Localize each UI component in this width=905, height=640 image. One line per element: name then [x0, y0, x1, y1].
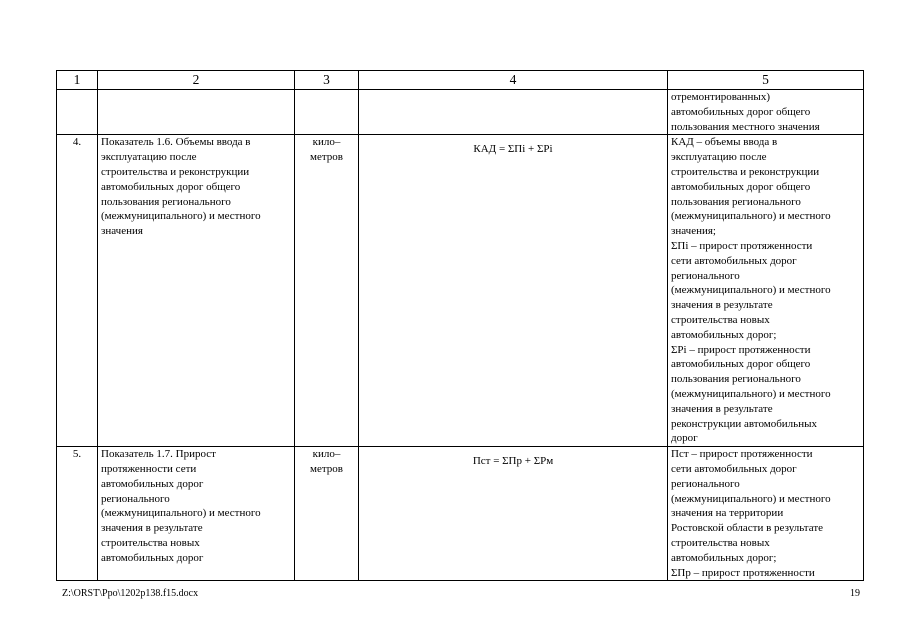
formula-description: КАД – объемы ввода в эксплуатацию после строительства и реконструкции автомобильных дорог общего пользования регионального (межмуниципального) и местного значения; ΣПі – прирост протяженности сети автомобильных дорог регионального (межмуниципального) и местного значения в результате строительства новых автомобильных дорог; ΣРі – прирост протяженности автомобильных дорог общего пользования регионального (межмуниципального) и местного значения в результате реконструкции автомобильных дорог: [668, 135, 864, 447]
header-col-1: 1: [57, 71, 98, 90]
unit-of-measure: кило– метров: [295, 447, 359, 581]
formula-description: Пст – прирост протяженности сети автомобильных дорог регионального (межмуниципального) и местного значения на территории Ростовской области в результате строительства новых автомобильных дорог; ΣПр – прирост протяженности: [668, 447, 864, 581]
formula: Пст = ΣПр + ΣРм: [359, 447, 668, 581]
cont-unit-cell: [295, 90, 359, 135]
header-col-5: 5: [668, 71, 864, 90]
cont-description-cell: отремонтированных) автомобильных дорог общего пользования местного значения: [668, 90, 864, 135]
cont-indicator-cell: [98, 90, 295, 135]
page-number: 19: [850, 588, 860, 599]
continuation-row: [57, 90, 864, 135]
header-col-3: 3: [295, 71, 359, 90]
row-number: 4.: [57, 135, 98, 447]
formula: КАД = ΣПі + ΣРі: [359, 135, 668, 447]
row-number: 5.: [57, 447, 98, 581]
indicators-table: [56, 70, 864, 581]
unit-of-measure: кило– метров: [295, 135, 359, 447]
cont-formula-cell: [359, 90, 668, 135]
footer-file-path: Z:\ORST\Ppo\1202p138.f15.docx: [62, 588, 199, 599]
indicator-name: Показатель 1.7. Прирост протяженности сети автомобильных дорог регионального (межмуниципального) и местного значения в результате строительства новых автомобильных дорог: [98, 447, 295, 581]
table-row: [57, 447, 864, 581]
header-col-2: 2: [98, 71, 295, 90]
header-row: [57, 71, 864, 90]
header-col-4: 4: [359, 71, 668, 90]
table-row: [57, 135, 864, 447]
indicator-name: Показатель 1.6. Объемы ввода в эксплуатацию после строительства и реконструкции автомобильных дорог общего пользования регионального (межмуниципального) и местного значения: [98, 135, 295, 447]
cont-num-cell: [57, 90, 98, 135]
